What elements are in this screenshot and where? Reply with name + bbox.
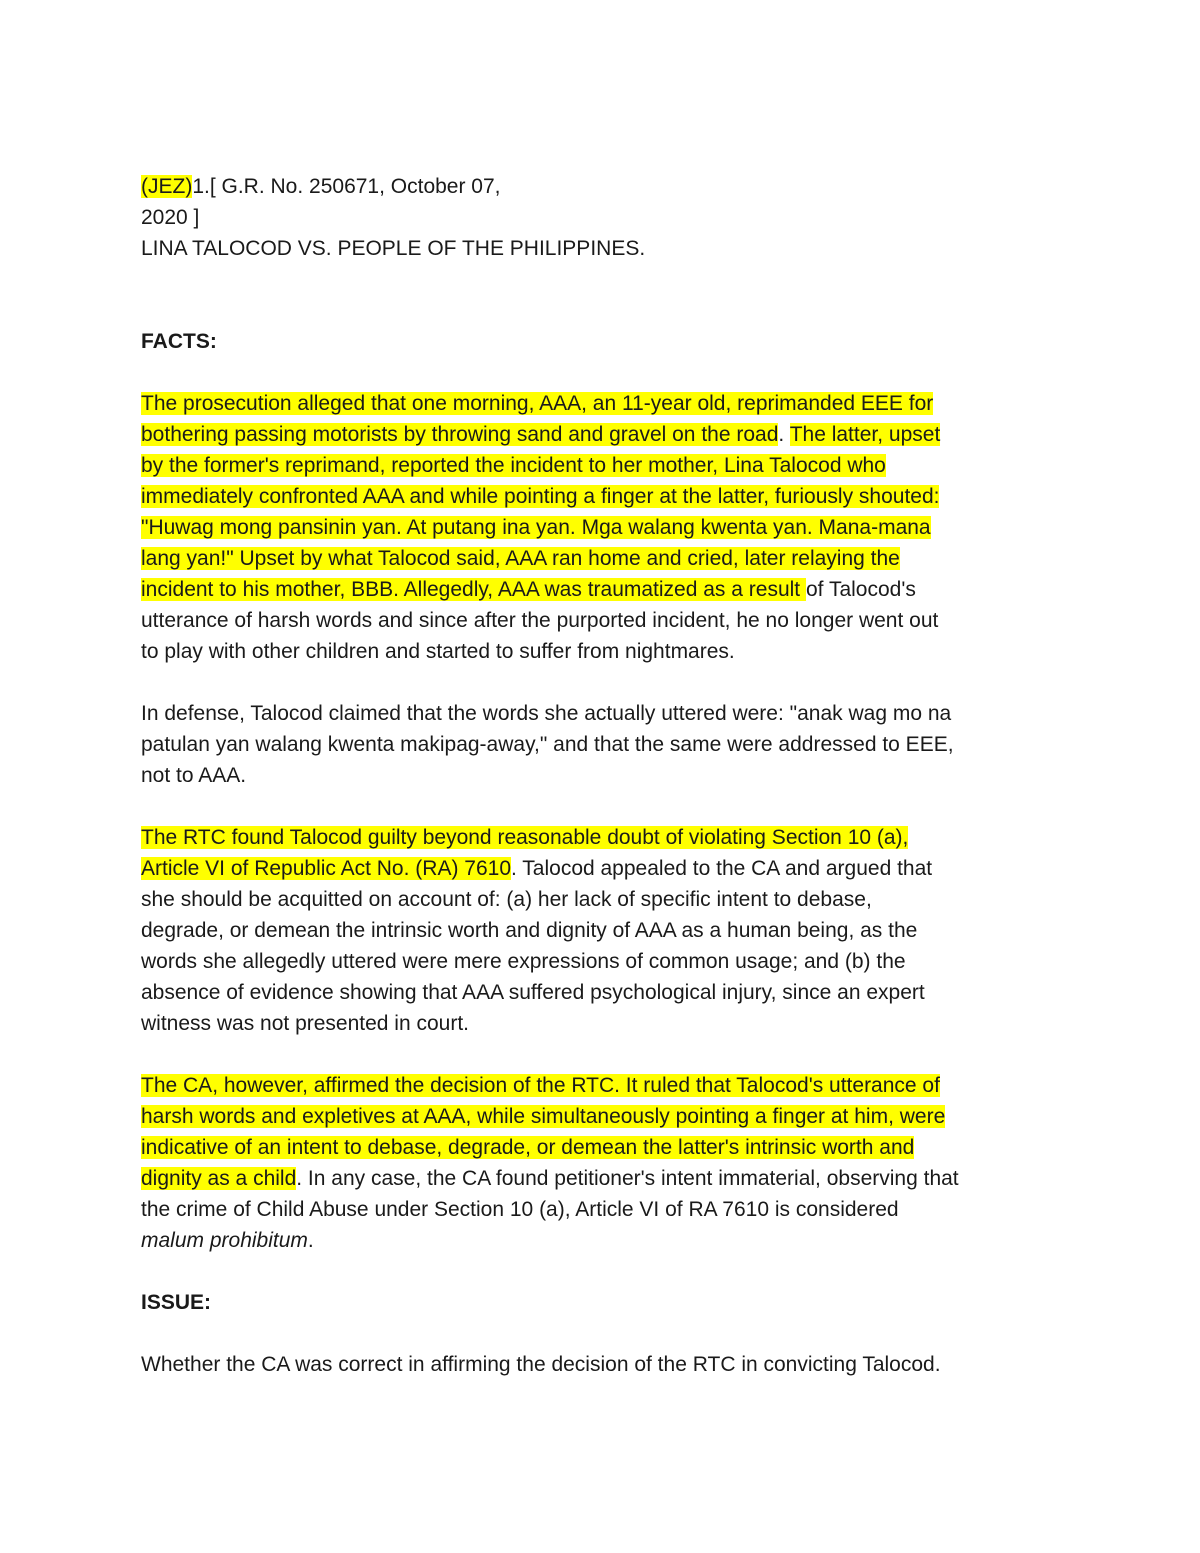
facts-p2-line: In defense, Talocod claimed that the words she actually uttered were: "anak wag mo na — [141, 702, 952, 725]
facts-p4-line: dignity as a child. In any case, the CA found petitioner's intent immaterial, observing that — [141, 1167, 959, 1190]
facts-p4-line: harsh words and expletives at AAA, while simultaneously pointing a finger at him, were — [141, 1105, 946, 1128]
issue-text: Whether the CA was correct in affirming the decision of the RTC in convicting Talocod. — [141, 1353, 941, 1376]
issue-heading: ISSUE: — [141, 1291, 212, 1314]
facts-p4-line: indicative of an intent to debase, degrade, or demean the latter's intrinsic worth and — [141, 1136, 915, 1159]
facts-p2-line: patulan yan walang kwenta makipag-away," and that the same were addressed to EEE, — [141, 733, 954, 756]
facts-p1-line: incident to his mother, BBB. Allegedly, AAA was traumatized as a result of Talocod's — [141, 578, 916, 601]
facts-p1-line: lang yan!" Upset by what Talocod said, AAA ran home and cried, later relaying the — [141, 547, 900, 570]
facts-p3-line: she should be acquitted on account of: (a) her lack of specific intent to debase, — [141, 888, 872, 911]
facts-p1-line: to play with other children and started to suffer from nightmares. — [141, 640, 735, 663]
facts-p1-line: by the former's reprimand, reported the incident to her mother, Lina Talocod who — [141, 454, 886, 477]
facts-p1-line: immediately confronted AAA and while pointing a finger at the latter, furiously shouted: — [141, 485, 940, 508]
facts-p3-line: absence of evidence showing that AAA suffered psychological injury, since an expert — [141, 981, 925, 1004]
case-number-line — [141, 171, 1071, 202]
facts-heading: FACTS: — [141, 330, 217, 353]
facts-p1-line: "Huwag mong pansinin yan. At putang ina yan. Mga walang kwenta yan. Mana-mana — [141, 516, 931, 539]
malum-prohibitum: malum prohibitum — [141, 1229, 308, 1252]
case-title: LINA TALOCOD VS. PEOPLE OF THE PHILIPPINES. — [141, 237, 646, 260]
facts-p2-line: not to AAA. — [141, 764, 247, 787]
facts-p1-line: The prosecution alleged that one morning, AAA, an 11-year old, reprimanded EEE for — [141, 392, 934, 415]
facts-p3-line: The RTC found Talocod guilty beyond reasonable doubt of violating Section 10 (a), — [141, 826, 909, 849]
facts-p3-line: witness was not presented in court. — [141, 1012, 470, 1035]
facts-p3-line: Article VI of Republic Act No. (RA) 7610. Talocod appealed to the CA and argued that — [141, 857, 933, 880]
facts-p1-line: utterance of harsh words and since after the purported incident, he no longer went out — [141, 609, 939, 632]
author-tag: (JEZ) — [141, 175, 193, 198]
document-page — [141, 171, 1071, 1380]
facts-p1-line: bothering passing motorists by throwing sand and gravel on the road. The latter, upset — [141, 423, 941, 446]
facts-p3-line: degrade, or demean the intrinsic worth and dignity of AAA as a human being, as the — [141, 919, 918, 942]
facts-p4-line: The CA, however, affirmed the decision of the RTC. It ruled that Talocod's utterance of — [141, 1074, 940, 1097]
facts-p4-line: the crime of Child Abuse under Section 10 (a), Article VI of RA 7610 is considered — [141, 1198, 899, 1221]
facts-p4-line: malum prohibitum. — [141, 1229, 314, 1252]
facts-p3-line: words she allegedly uttered were mere expressions of common usage; and (b) the — [141, 950, 906, 973]
case-number-part1: 1.[ G.R. No. 250671, October 07, — [192, 175, 501, 198]
case-number-line-2: 2020 ] — [141, 206, 200, 229]
